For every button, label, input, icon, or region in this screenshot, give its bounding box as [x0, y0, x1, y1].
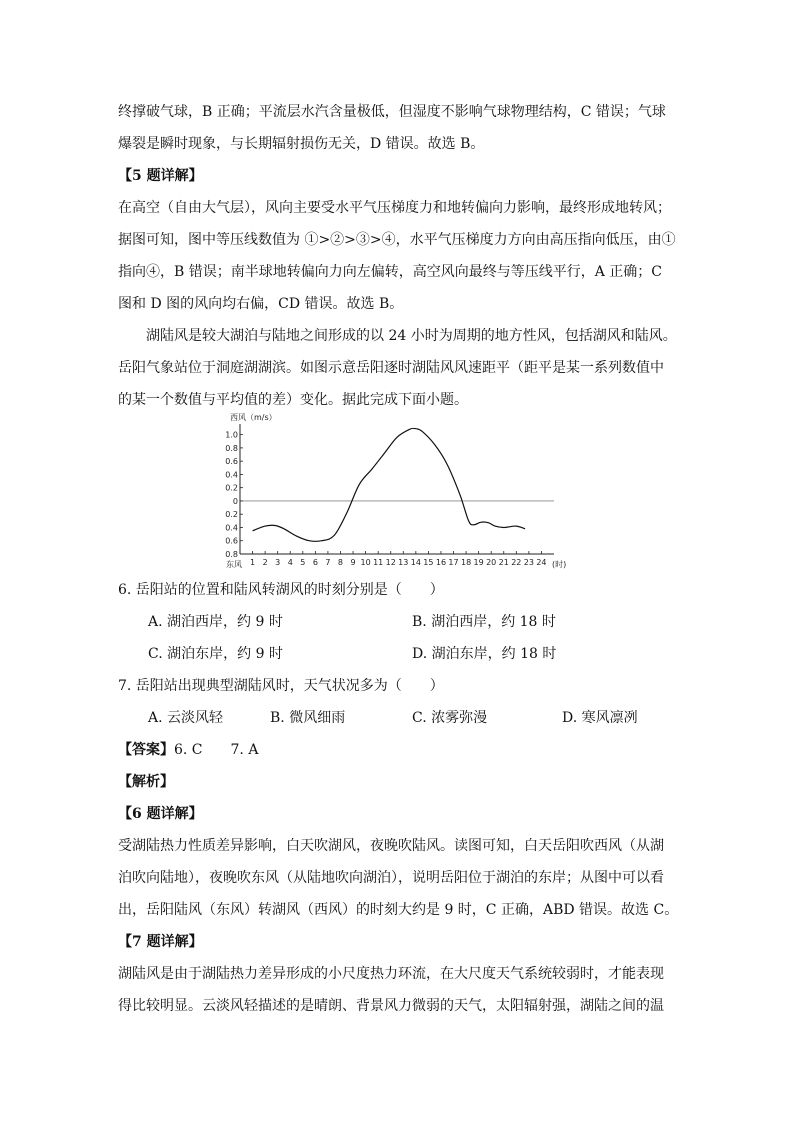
intro-line: 岳阳气象站位于洞庭湖湖滨。如图示意岳阳逐时湖陆风风速距平（距平是某一系列数值中: [118, 360, 664, 376]
y-tick-label: 0.2: [225, 510, 238, 520]
q6-option-c[interactable]: C. 湖泊东岸，约 9 时: [148, 646, 283, 662]
y-tick-label: 0.8: [225, 550, 238, 559]
answer-line: [118, 734, 678, 766]
x-axis-unit-label: (时): [552, 560, 567, 569]
text-line: 出，岳阳陆风（东风）转湖风（西风）的时刻大约是 9 时，C 正确，ABD 错误。故选 C。: [118, 902, 679, 918]
intro-line: 湖陆风是较大湖泊与陆地之间形成的以 24 小时为周期的地方性风，包括湖风和陆风。: [146, 328, 677, 344]
x-tick-label: 19: [473, 558, 484, 567]
text-line: 爆裂是瞬时现象，与长期辐射损伤无关，D 错误。故选 B。: [118, 136, 485, 152]
y-tick-label: 1.0: [225, 430, 238, 440]
x-tick-label: 8: [337, 558, 344, 567]
q7-option-b[interactable]: B. 微风细雨: [270, 710, 346, 726]
q7-option-c[interactable]: C. 浓雾弥漫: [412, 710, 488, 726]
y-tick-label: 0.6: [225, 457, 238, 467]
x-tick-label: 11: [373, 558, 384, 567]
q5-heading: 【5 题详解】: [118, 168, 203, 184]
answer-text: 6. C 7. A: [174, 742, 259, 758]
text-line: 受湖陆热力性质差异影响，白天吹湖风，夜晚吹陆风。读图可知，白天岳阳吹西风（从湖: [118, 838, 664, 854]
q7-option-a[interactable]: A. 云淡风轻: [148, 710, 224, 726]
q6-stem: 6. 岳阳站的位置和陆风转湖风的时刻分别是（ ）: [118, 582, 444, 598]
text-line: 图和 D 图的风向均右偏，CD 错误。故选 B。: [118, 296, 404, 312]
q6-option-d[interactable]: D. 湖泊东岸，约 18 时: [412, 646, 557, 662]
x-tick-label: 2: [262, 558, 268, 567]
text-line: 终撑破气球，B 正确；平流层水汽含量极低，但湿度不影响气球物理结构，C 错误；气球: [118, 104, 666, 120]
x-tick-label: 24: [536, 558, 547, 567]
x-tick-label: 6: [312, 558, 318, 567]
x-tick-label: 5: [300, 558, 306, 567]
y-axis-top-label: 西风（m/s）: [230, 413, 277, 422]
x-tick-label: 13: [398, 558, 409, 567]
q6-option-b[interactable]: B. 湖泊西岸，约 18 时: [412, 614, 556, 630]
y-tick-label: 0: [232, 496, 238, 506]
text-line: 据图可知，图中等压线数值为 ①>②>③>④，水平气压梯度力方向由高压指向低压，由①: [118, 232, 676, 248]
x-tick-label: 18: [460, 558, 472, 567]
y-tick-label: 0.4: [225, 470, 238, 480]
text-line: 湖陆风是由于湖陆热力差异形成的小尺度热力环流，在大尺度天气系统较弱时，才能表现: [118, 966, 664, 982]
x-tick-label: 7: [325, 558, 331, 567]
q6-option-a[interactable]: A. 湖泊西岸，约 9 时: [148, 614, 283, 630]
q7-detail-heading: 【7 题详解】: [118, 934, 203, 950]
wind-anomaly-chart: [224, 408, 584, 570]
analysis-label: 【解析】: [118, 774, 174, 790]
x-tick-label: 21: [498, 558, 509, 567]
x-tick-label: 22: [511, 558, 522, 567]
x-tick-label: 9: [350, 558, 356, 567]
text-line: 指向④，B 错误；南半球地转偏向力向左偏转，高空风向最终与等压线平行，A 正确；C: [118, 264, 663, 280]
answer-label: 【答案】: [118, 742, 174, 758]
text-line: 得比较明显。云淡风轻描述的是晴朗、背景风力微弱的天气，太阳辐射强，湖陆之间的温: [118, 998, 664, 1014]
q6-detail-heading: 【6 题详解】: [118, 806, 203, 822]
intro-line: 的某一个数值与平均值的差）变化。据此完成下面小题。: [118, 392, 468, 408]
q7-option-d[interactable]: D. 寒风凛冽: [562, 710, 638, 726]
x-tick-label: 17: [448, 558, 459, 567]
x-tick-label: 23: [523, 558, 534, 567]
q7-stem: 7. 岳阳站出现典型湖陆风时，天气状况多为（ ）: [118, 678, 444, 694]
text-line: 在高空（自由大气层），风向主要受水平气压梯度力和地转偏向力影响，最终形成地转风；: [118, 200, 671, 216]
text-line: 泊吹向陆地），夜晚吹东风（从陆地吹向湖泊），说明岳阳位于湖泊的东岸；从图中可以看: [118, 870, 664, 886]
x-tick-label: 20: [486, 558, 497, 567]
x-tick-label: 4: [287, 558, 293, 567]
x-tick-label: 15: [423, 558, 434, 567]
x-tick-label: 10: [360, 558, 371, 567]
x-tick-label: 3: [275, 558, 281, 567]
x-tick-label: 12: [385, 558, 396, 567]
x-tick-label: 14: [410, 558, 421, 567]
y-tick-label: 0.6: [225, 536, 238, 546]
y-axis-bottom-label: 东风: [226, 560, 242, 569]
x-tick-label: 16: [435, 558, 447, 567]
y-tick-label: 0.8: [225, 443, 238, 453]
series-line: [253, 428, 525, 541]
y-tick-label: 0.2: [225, 483, 238, 493]
x-tick-label: 1: [250, 558, 256, 567]
y-tick-label: 0.4: [225, 523, 238, 533]
